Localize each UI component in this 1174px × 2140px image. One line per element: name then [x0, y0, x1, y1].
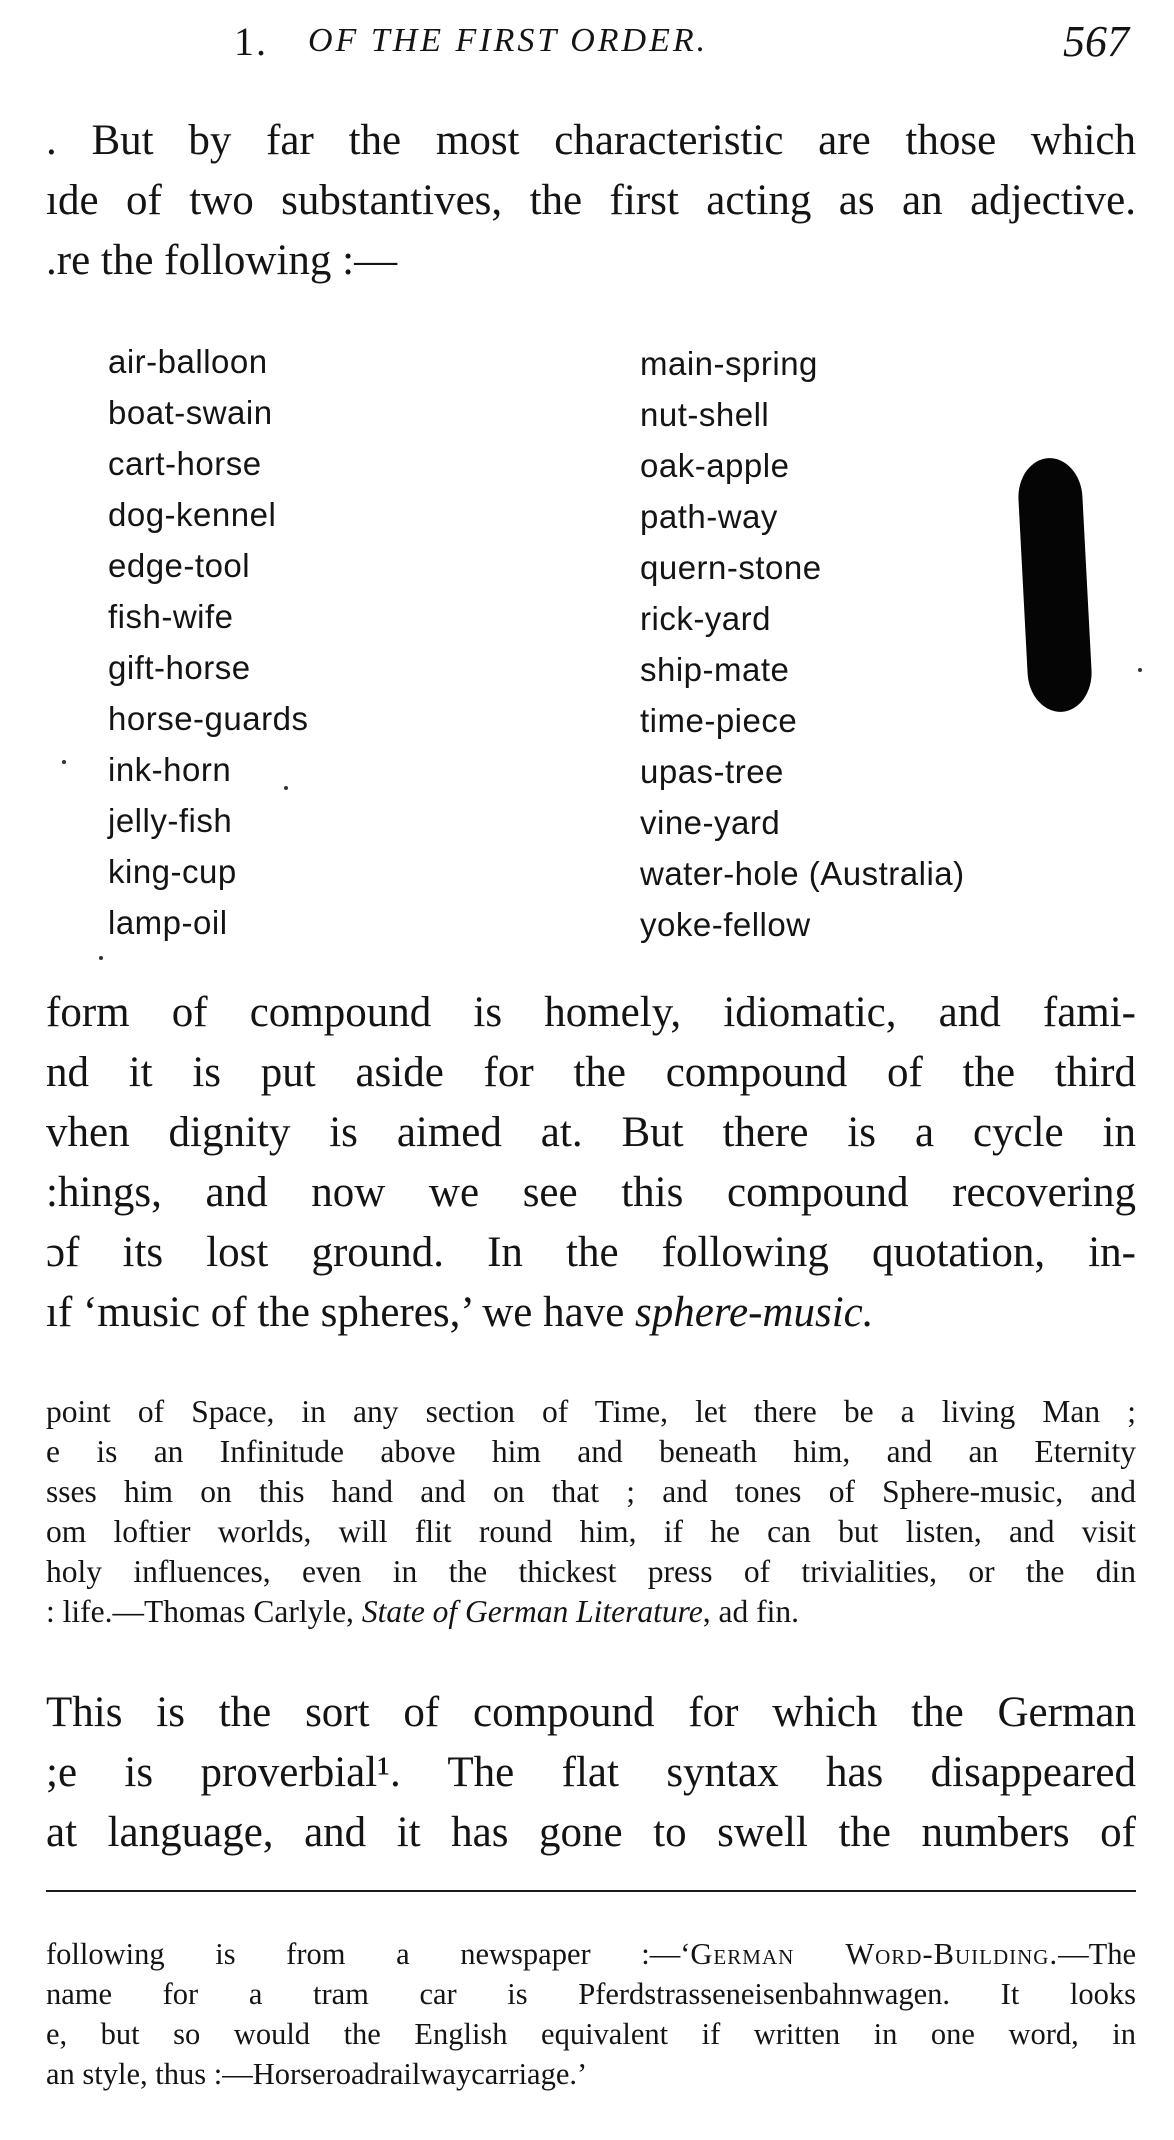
quotation-line: holy influences, even in the thickest press of trivialities, or the din [46, 1554, 1136, 1589]
quotation-line: e is an Infinitude above him and beneath him, and an Eternity [46, 1434, 1136, 1469]
intro-line: . But by far the most characteristic are those which [46, 117, 1136, 164]
quotation-line: om loftier worlds, will flit round him, if he can but listen, and visit [46, 1514, 1136, 1549]
footnote-text: following is from a newspaper :—‘ [46, 1937, 691, 1971]
quotation-line: point of Space, in any section of Time, let there be a living Man ; [46, 1394, 1136, 1429]
footnote-line: an style, thus :—Horseroadrailwaycarriage.’ [46, 2057, 588, 2091]
word-list-item: boat-swain [108, 394, 273, 431]
word-list-item: ink-horn [108, 751, 232, 788]
word-list-item: king-cup [108, 853, 237, 890]
footnote-line: e, but so would the English equivalent if written in one word, in [46, 2017, 1136, 2051]
italic-term: sphere-music. [635, 1289, 874, 1336]
quotation-attribution [46, 1592, 1136, 1632]
scan-speck [1138, 668, 1142, 672]
word-list-item: water-hole (Australia) [640, 855, 965, 892]
work-title: State of German Literature [361, 1594, 703, 1629]
word-list-item: gift-horse [108, 649, 251, 686]
word-list-item: quern-stone [640, 549, 822, 586]
word-list-item: horse-guards [108, 700, 309, 737]
word-list-item: path-way [640, 498, 778, 535]
paragraph-line: This is the sort of compound for which the German [46, 1689, 1136, 1736]
word-list-item: main-spring [640, 345, 818, 382]
footnote-rule [46, 1890, 1136, 1892]
word-list-item: fish-wife [108, 598, 234, 635]
footnote-text: —The [1058, 1937, 1136, 1971]
page-number: 567 [1063, 17, 1129, 66]
word-list-item: upas-tree [640, 753, 784, 790]
scan-speck [284, 786, 288, 790]
paragraph-line [46, 1288, 1136, 1338]
paragraph-line: vhen dignity is aimed at. But there is a cycle in [46, 1109, 1136, 1156]
footnote-line [46, 1934, 1136, 1974]
word-list-item: yoke-fellow [640, 906, 811, 943]
word-list-item: rick-yard [640, 600, 772, 637]
scan-speck [62, 760, 66, 764]
paragraph-line: ;e is proverbial¹. The flat syntax has disappeared [46, 1749, 1136, 1796]
footnote-heading: German Word-Building. [690, 1937, 1059, 1971]
attribution-text: : life.—Thomas Carlyle, [46, 1594, 362, 1629]
word-list-item: vine-yard [640, 804, 781, 841]
quotation-line: sses him on this hand and on that ; and tones of Sphere-music, and [46, 1474, 1136, 1509]
word-list-item: time-piece [640, 702, 798, 739]
running-header [0, 12, 1174, 72]
word-list-item: ship-mate [640, 651, 790, 688]
section-title: OF THE FIRST ORDER. [308, 22, 709, 59]
intro-line: .re the following :— [46, 237, 398, 284]
scan-speck [99, 956, 103, 960]
paragraph-line-text: ıf ‘music of the spheres,’ we have [46, 1289, 636, 1336]
intro-line: ıde of two substantives, the first acting as an adjective. [46, 177, 1136, 224]
section-number: 1. [234, 19, 268, 64]
word-list-item: dog-kennel [108, 496, 277, 533]
word-list-item: oak-apple [640, 447, 790, 484]
word-list-item: lamp-oil [108, 904, 228, 941]
attribution-suffix: , ad fin. [702, 1594, 799, 1629]
ink-blot-mark [1016, 456, 1093, 713]
paragraph-line: :hings, and now we see this compound recovering [46, 1169, 1136, 1216]
paragraph-line: nd it is put aside for the compound of the third [46, 1049, 1136, 1096]
word-list-item: edge-tool [108, 547, 251, 584]
word-list-item: air-balloon [108, 343, 268, 380]
paragraph-line: at language, and it has gone to swell the numbers of [46, 1809, 1136, 1856]
word-list-item: nut-shell [640, 396, 770, 433]
word-list-item: jelly-fish [108, 802, 233, 839]
word-list-item: cart-horse [108, 445, 262, 482]
footnote-line: name for a tram car is Pferdstrasseneisenbahnwagen. It looks [46, 1977, 1136, 2011]
paragraph-line: ɔf its lost ground. In the following quotation, in- [46, 1229, 1136, 1276]
paragraph-line: form of compound is homely, idiomatic, and fami- [46, 989, 1136, 1036]
